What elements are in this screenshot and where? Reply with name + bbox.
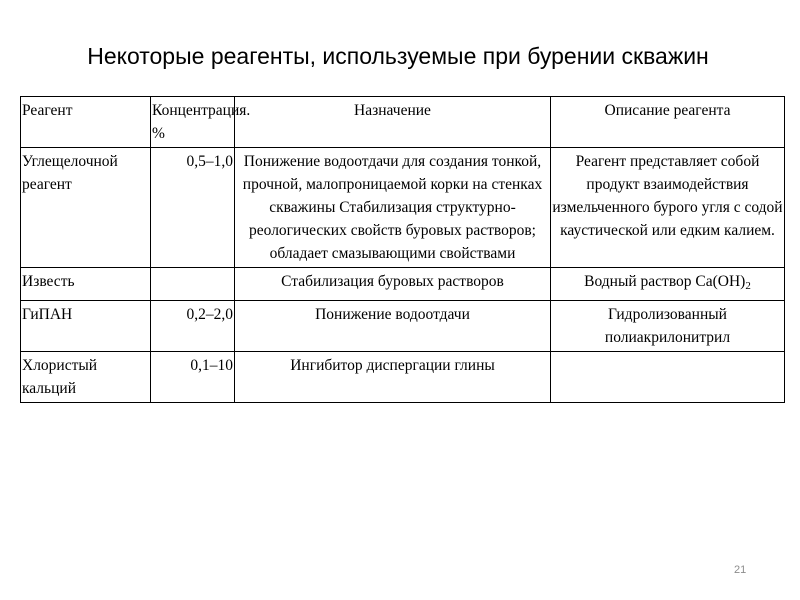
page-number: 21 <box>734 564 747 576</box>
table-row <box>21 352 785 403</box>
cell-description <box>551 352 785 403</box>
cell-reagent: Углещелочной реагент <box>21 148 151 268</box>
table-row <box>21 148 785 268</box>
cell-reagent: Известь <box>21 268 151 301</box>
description-text: Водный раствор Ca(OH) <box>584 273 746 290</box>
table-header-row <box>21 97 785 148</box>
header-description: Описание реагента <box>551 97 785 148</box>
cell-description <box>551 268 785 301</box>
cell-concentration <box>151 268 235 301</box>
cell-purpose: Понижение водоотдачи <box>235 301 551 352</box>
cell-concentration: 0,2–2,0 <box>151 301 235 352</box>
cell-purpose: Понижение водоотдачи для создания тонкой, прочной, малопроницаемой корки на стенках скважины Стабилизация структурно-реологических свойств буровых растворов; обладает смазывающими свойствами <box>235 148 551 268</box>
cell-description: Реагент представляет собой продукт взаимодействия измельченного бурого угля с содой каустической или едким калием. <box>551 148 785 268</box>
cell-concentration: 0,5–1,0 <box>151 148 235 268</box>
table-row <box>21 301 785 352</box>
cell-reagent: ГиПАН <box>21 301 151 352</box>
slide-title: Некоторые реагенты, используемые при бурении скважин <box>87 43 709 69</box>
reagents-table <box>20 96 785 403</box>
cell-reagent: Хлористый кальций <box>21 352 151 403</box>
cell-purpose: Стабилизация буровых растворов <box>235 268 551 301</box>
header-concentration: Концентрация. % <box>151 97 235 148</box>
header-reagent: Реагент <box>21 97 151 148</box>
header-purpose: Назначение <box>235 97 551 148</box>
description-subscript: 2 <box>745 280 751 292</box>
cell-purpose: Ингибитор диспергации глины <box>235 352 551 403</box>
table-row <box>21 268 785 301</box>
cell-concentration: 0,1–10 <box>151 352 235 403</box>
cell-description: Гидролизованный полиакрилонитрил <box>551 301 785 352</box>
